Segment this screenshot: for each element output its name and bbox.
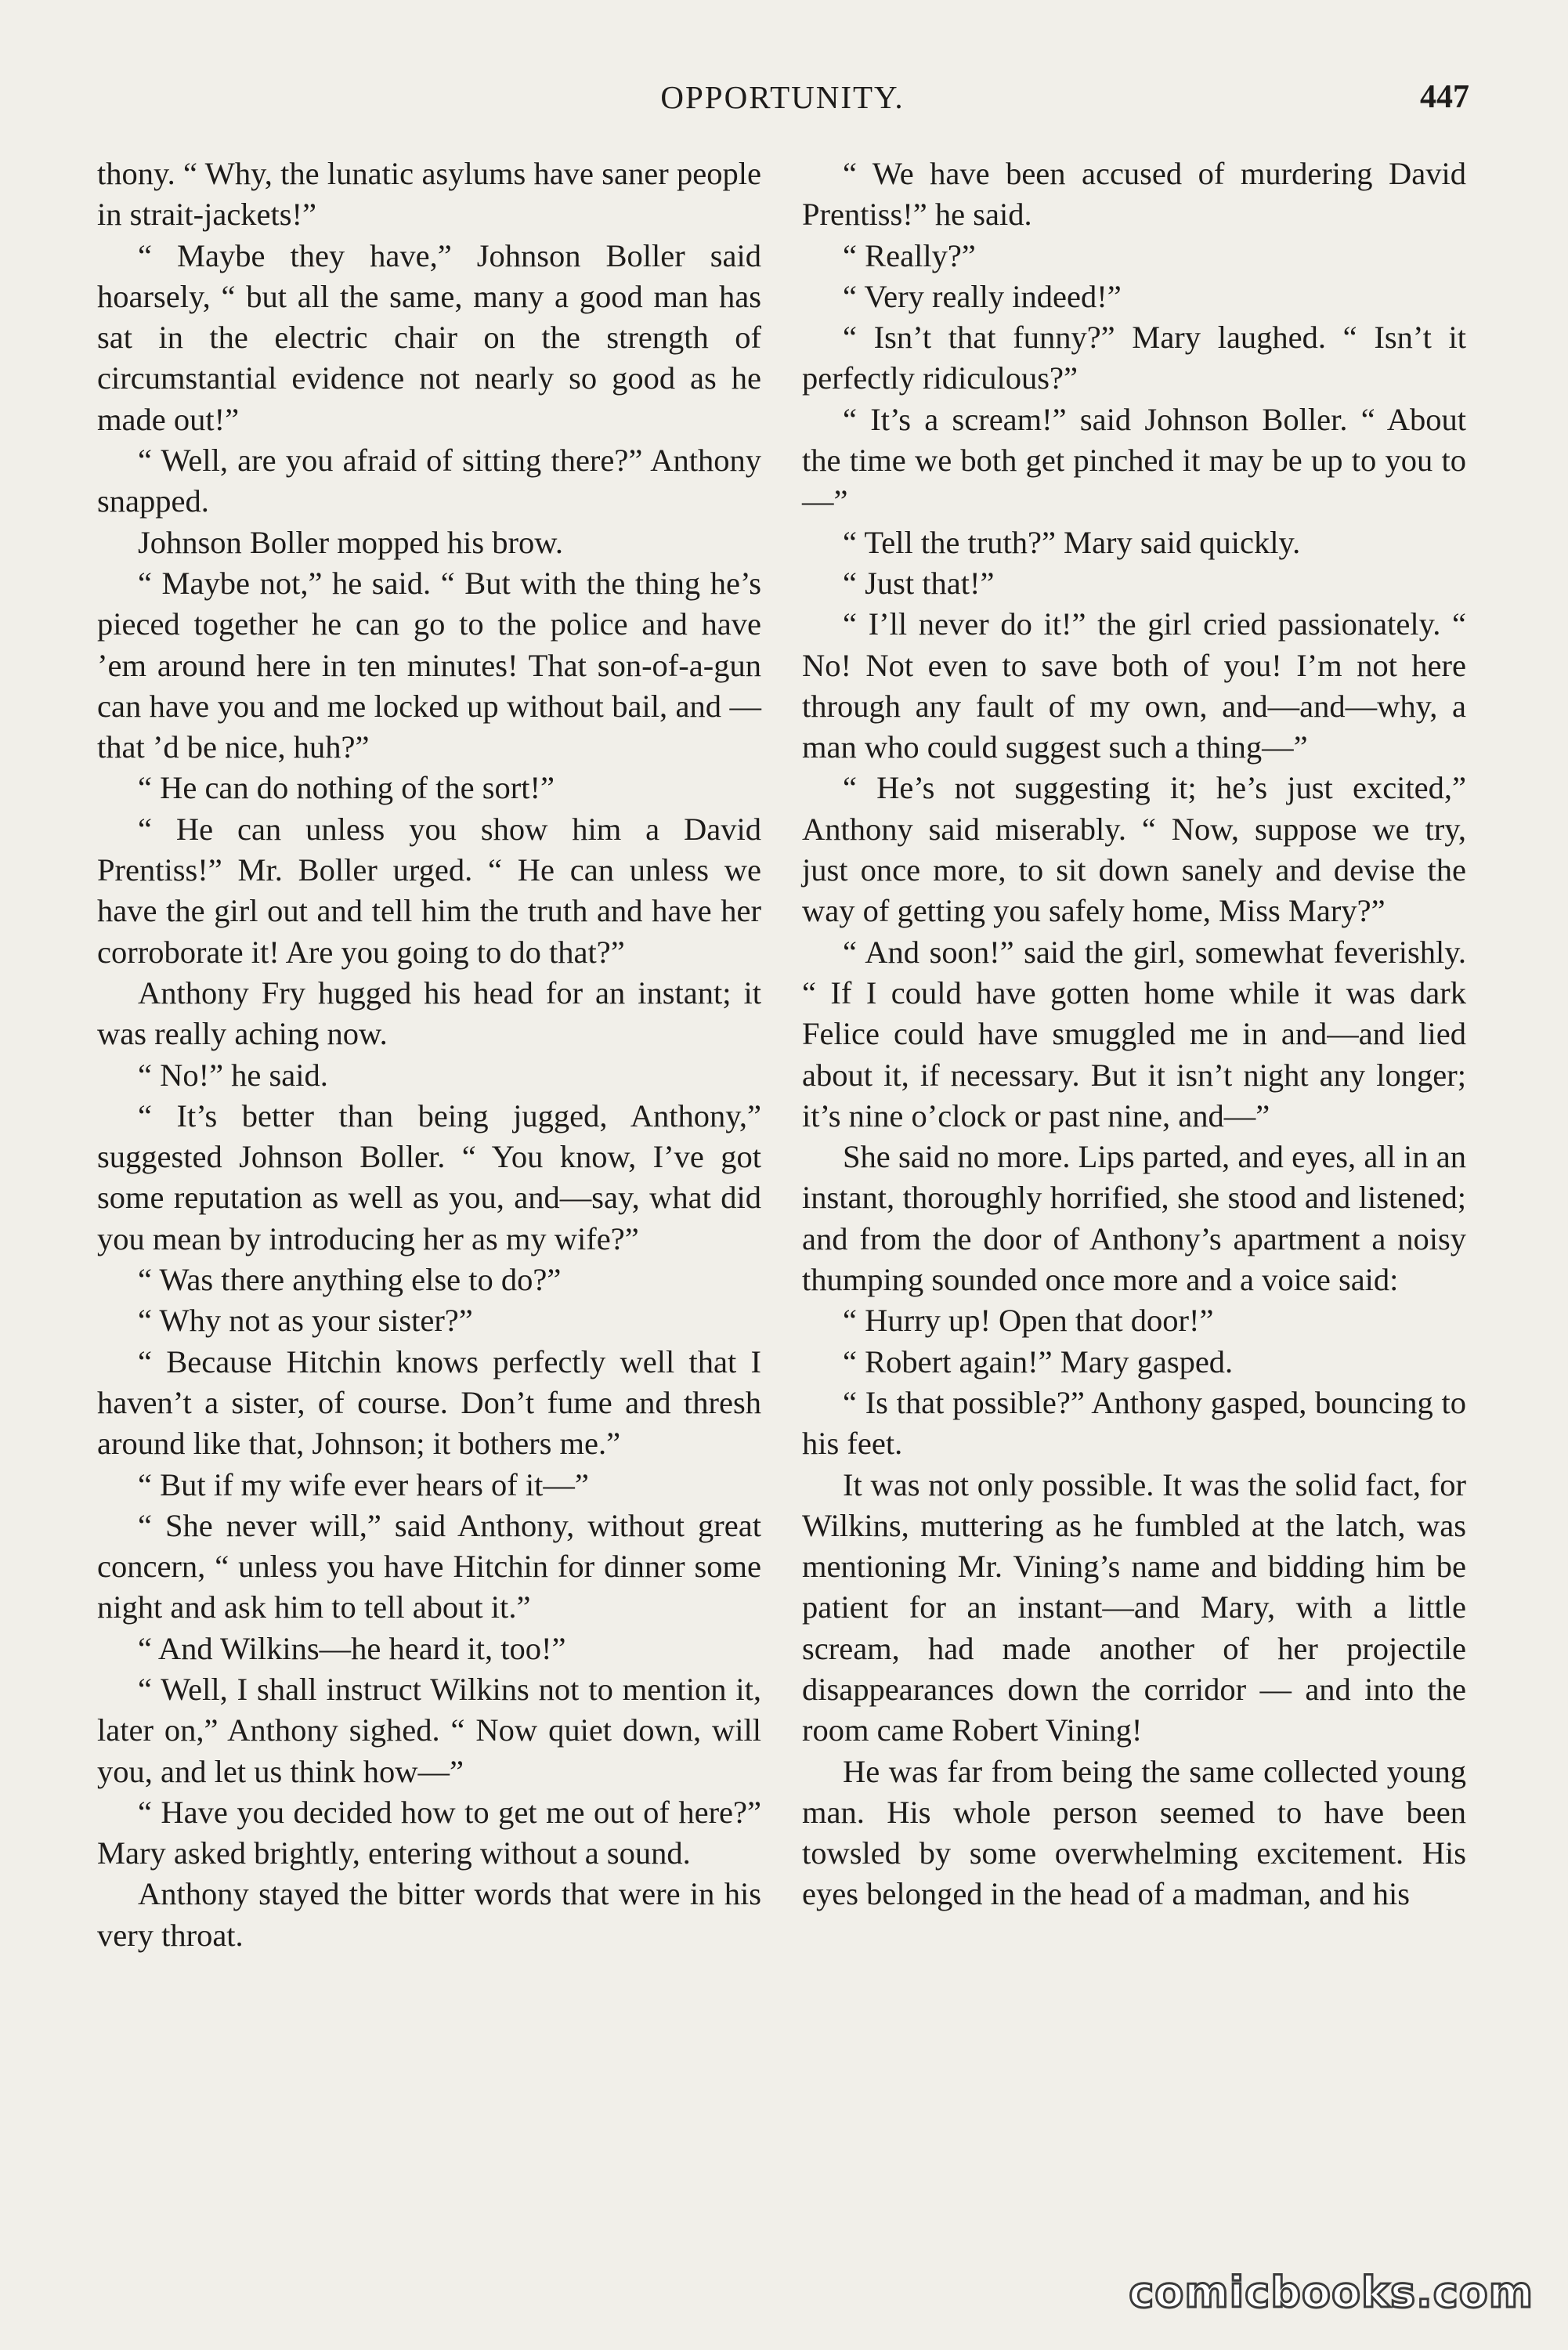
paragraph: “ And soon!” said the girl, somewhat feverishly. “ If I could have gotten home while it was dark Felice could have smuggled me in and—and lied about it, if necessary. But it isn’t night any longer; it’s nine o’clock or past nine, and—” — [802, 934, 1466, 1133]
paragraph: “ Isn’t that funny?” Mary laughed. “ Isn’t it perfectly ridiculous?” — [802, 320, 1466, 396]
right-column — [802, 154, 1466, 1915]
paragraph: “ But if my wife ever hears of it—” — [138, 1466, 589, 1502]
paragraph: “ Very really indeed!” — [843, 278, 1122, 314]
paragraph: “ Really?” — [843, 237, 976, 273]
paragraph: “ Maybe not,” he said. “ But with the thing he’s pieced together he can go to the police and have ’em around here in ten minutes! That son-of-a-gun can have you and me locked up without bail, and —that ’d be nice, huh?” — [97, 565, 761, 765]
paragraph: Johnson Boller mopped his brow. — [138, 524, 563, 560]
paragraph: “ Hurry up! Open that door!” — [843, 1303, 1214, 1339]
paragraph: “ He can unless you show him a David Prentiss!” Mr. Boller urged. “ He can unless we have the girl out and tell him the truth and have her corroborate it! Are you going to do that?” — [97, 811, 761, 970]
paragraph: “ Is that possible?” Anthony gasped, bouncing to his feet. — [802, 1384, 1466, 1462]
paragraph: “ He can do nothing of the sort!” — [138, 770, 555, 806]
watermark-logo: comicbooks.com — [1129, 2268, 1534, 2317]
paragraph: Anthony Fry hugged his head for an instant; it was really aching now. — [97, 974, 761, 1052]
paragraph: “ It’s better than being jugged, Anthony,” suggested Johnson Boller. “ You know, I’ve got some reputation as well as you, and—say, what did you mean by introducing her as my wife?” — [97, 1097, 761, 1256]
page-header — [96, 78, 1469, 125]
paragraph: “ No!” he said. — [138, 1057, 328, 1093]
running-title: OPPORTUNITY. — [660, 79, 905, 115]
paragraph: “ I’ll never do it!” the girl cried passionately. “ No! Not even to save both of you! I’m not here through any fault of my own, and—and—why, a man who could suggest such a thing—” — [802, 606, 1466, 765]
paragraph: “ Because Hitchin knows perfectly well that I haven’t a sister, of course. Don’t fume and thresh around like that, Johnson; it bothers me.” — [97, 1343, 761, 1462]
left-column — [97, 154, 761, 1956]
paragraph: “ Robert again!” Mary gasped. — [843, 1343, 1234, 1379]
paragraph: “ He’s not suggesting it; he’s just excited,” Anthony said miserably. “ Now, suppose we try, just once more, to sit down sanely and devise the way of getting you safely home, Miss Mary?” — [802, 770, 1466, 929]
paragraph: “ Tell the truth?” Mary said quickly. — [843, 524, 1301, 560]
page-number: 447 — [1420, 79, 1469, 115]
paragraph: She said no more. Lips parted, and eyes, all in an instant, thoroughly horrified, she stood and listened; and from the door of Anthony’s apartment a noisy thumping sounded once more and a voice said: — [802, 1139, 1466, 1298]
paragraph: “ Why not as your sister?” — [138, 1303, 473, 1339]
paragraph: He was far from being the same collected young man. His whole person seemed to have been towsled by some overwhelming excitement. His eyes belonged in the head of a madman, and his — [802, 1753, 1466, 1912]
paragraph: Anthony stayed the bitter words that were in his very throat. — [97, 1876, 761, 1953]
paragraph: “ Was there anything else to do?” — [138, 1262, 562, 1298]
paragraph: “ Have you decided how to get me out of here?” Mary asked brightly, entering without a sound. — [97, 1794, 761, 1871]
paragraph: “ Well, I shall instruct Wilkins not to mention it, later on,” Anthony sighed. “ Now quiet down, will you, and let us think how—” — [97, 1671, 761, 1789]
paragraph: “ It’s a scream!” said Johnson Boller. “ About the time we both get pinched it may be up to you to—” — [802, 401, 1466, 519]
paragraph: “ Well, are you afraid of sitting there?” Anthony snapped. — [97, 443, 761, 519]
paragraph: “ Just that!” — [843, 565, 995, 601]
paragraph: “ Maybe they have,” Johnson Boller said hoarsely, “ but all the same, many a good man has sat in the electric chair on the strength of circumstantial evidence not nearly so good as he made out!” — [97, 237, 761, 437]
paragraph: “ And Wilkins—he heard it, too!” — [138, 1630, 566, 1666]
paragraph: “ We have been accused of murdering David Prentiss!” he said. — [802, 156, 1466, 233]
paragraph: thony. “ Why, the lunatic asylums have saner people in strait-jackets!” — [97, 156, 761, 233]
paragraph: It was not only possible. It was the solid fact, for Wilkins, muttering as he fumbled at the latch, was mentioning Mr. Vining’s name and bidding him be patient for an instant—and Mary, with a little scream, had made another of her projectile disappearances down the corridor — and into the room came Robert Vining! — [802, 1466, 1466, 1748]
paragraph: “ She never will,” said Anthony, without great concern, “ unless you have Hitchin for dinner some night and ask him to tell about it.” — [97, 1507, 761, 1625]
